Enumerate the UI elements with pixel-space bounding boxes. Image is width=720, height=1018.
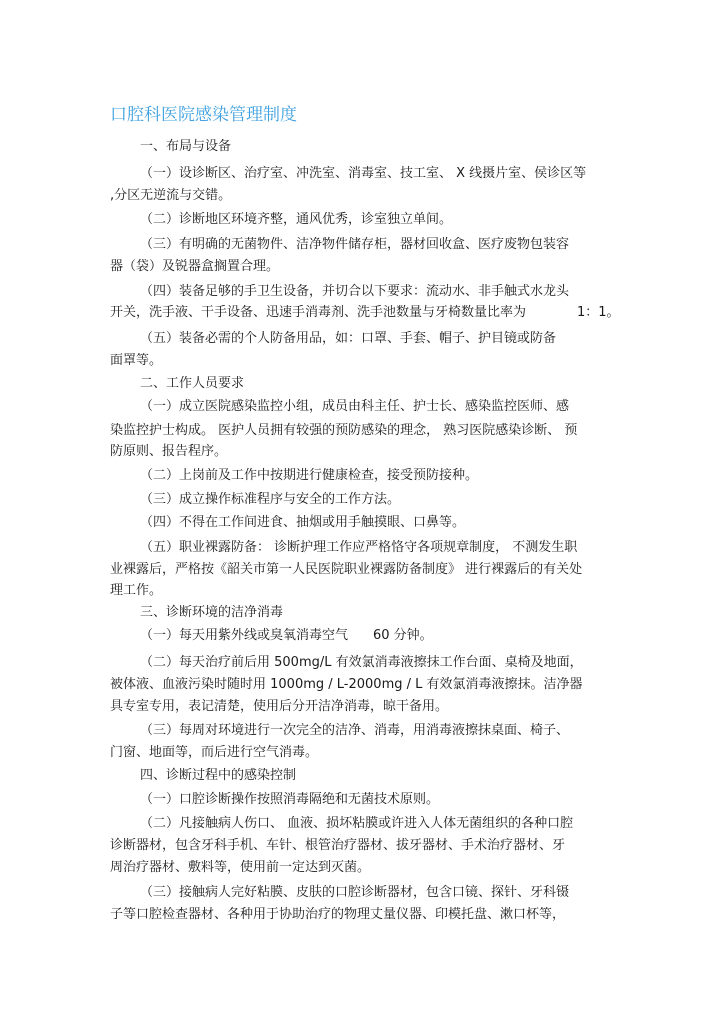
- paragraph-line: （二）诊断地区环境齐整，通风优秀，诊室独立单间。: [140, 212, 453, 227]
- section-heading-3: 三、诊断环境的洁净消毒: [140, 605, 284, 620]
- paragraph-line: （二）上岗前及工作中按期进行健康检查，接受预防接种。: [140, 468, 479, 483]
- section-heading-2: 二、工作人员要求: [140, 376, 245, 391]
- paragraph-line: 理工作。: [110, 583, 163, 598]
- paragraph-line: （四）装备足够的手卫生设备，并切合以下要求：流动水、非手触式水龙头: [140, 284, 570, 299]
- paragraph-line: 业裸露后，严格按《韶关市第一人民医院职业裸露防备制度》 进行裸露后的有关处: [110, 562, 583, 577]
- paragraph-line: 防原则、报告程序。: [110, 444, 228, 459]
- paragraph-line: （一）成立医院感染监控小组，成员由科主任、护士长、感染监控医师、感: [140, 399, 570, 414]
- paragraph-line: （三）成立操作标准程序与安全的工作方法。: [140, 492, 401, 507]
- paragraph-line: 开关，洗手液、干手设备、迅速手消毒剂、洗手池数量与牙椅数量比率为: [110, 305, 527, 320]
- paragraph-line: （二）凡接触病人伤口、 血液、损坏粘膜或许进入人体无菌组织的各种口腔: [140, 816, 574, 831]
- paragraph-line: （一）口腔诊断操作按照消毒隔绝和无菌技术原则。: [140, 792, 440, 807]
- paragraph-line: 1：1。: [577, 305, 620, 320]
- paragraph-line: （三）接触病人完好粘膜、皮肤的口腔诊断器材，包含口镜、探针、牙科镊: [140, 885, 570, 900]
- document-title: 口腔科医院感染管理制度: [110, 105, 297, 125]
- paragraph-line: 60 分钟。: [373, 628, 433, 643]
- paragraph-line: 周治疗器材、敷料等，使用前一定达到灭菌。: [110, 860, 371, 875]
- paragraph-line: （四）不得在工作间进食、抽烟或用手触摸眼、口鼻等。: [140, 515, 466, 530]
- paragraph-line: （一）设诊断区、治疗室、冲洗室、消毒室、技工室、 X 线摄片室、侯诊区等: [140, 166, 587, 181]
- paragraph-line: 染监控护士构成。 医护人员拥有较强的预防感染的理念， 熟习医院感染诊断、 预: [110, 423, 578, 438]
- section-heading-4: 四、诊断过程中的感染控制: [140, 768, 297, 783]
- paragraph-line: 具专室专用，表记清楚，使用后分开洁净消毒，晾干备用。: [110, 699, 449, 714]
- paragraph-line: 面罩等。: [110, 353, 163, 368]
- paragraph-line: 被体液、血液污染时随时用 1000mg / L-2000mg / L 有效氯消毒液擦抹。洁净器: [110, 677, 583, 692]
- paragraph-line: （三）每周对环境进行一次完全的洁净、消毒，用消毒液擦抹桌面、椅子、: [140, 723, 570, 738]
- paragraph-line: 子等口腔检查器材、各种用于协助治疗的物理丈量仪器、印模托盘、漱口杯等，: [110, 907, 566, 922]
- paragraph-line: 门窗、地面等，而后进行空气消毒。: [110, 745, 319, 760]
- paragraph-line: 诊断器材，包含牙科手机、车针、根管治疗器材、拔牙器材、手术治疗器材、牙: [110, 838, 566, 853]
- paragraph-line: （二）每天治疗前后用 500mg/L 有效氯消毒液擦抹工作台面、桌椅及地面，: [140, 655, 583, 670]
- section-heading-1: 一、布局与设备: [140, 139, 232, 154]
- paragraph-line: 器（袋）及锐器盒搁置合理。: [110, 259, 280, 274]
- paragraph-line: ,分区无逆流与交错。: [110, 188, 232, 203]
- paragraph-line: （三）有明确的无菌物件、洁净物件储存柜，器材回收盒、医疗废物包装容: [140, 237, 570, 252]
- paragraph-line: （一）每天用紫外线或臭氧消毒空气: [140, 628, 349, 643]
- paragraph-line: （五）职业裸露防备： 诊断护理工作应严格恪守各项规章制度， 不测发生职: [140, 540, 578, 555]
- paragraph-line: （五）装备必需的个人防备用品，如：口罩、手套、帽子、护目镜或防备: [140, 331, 557, 346]
